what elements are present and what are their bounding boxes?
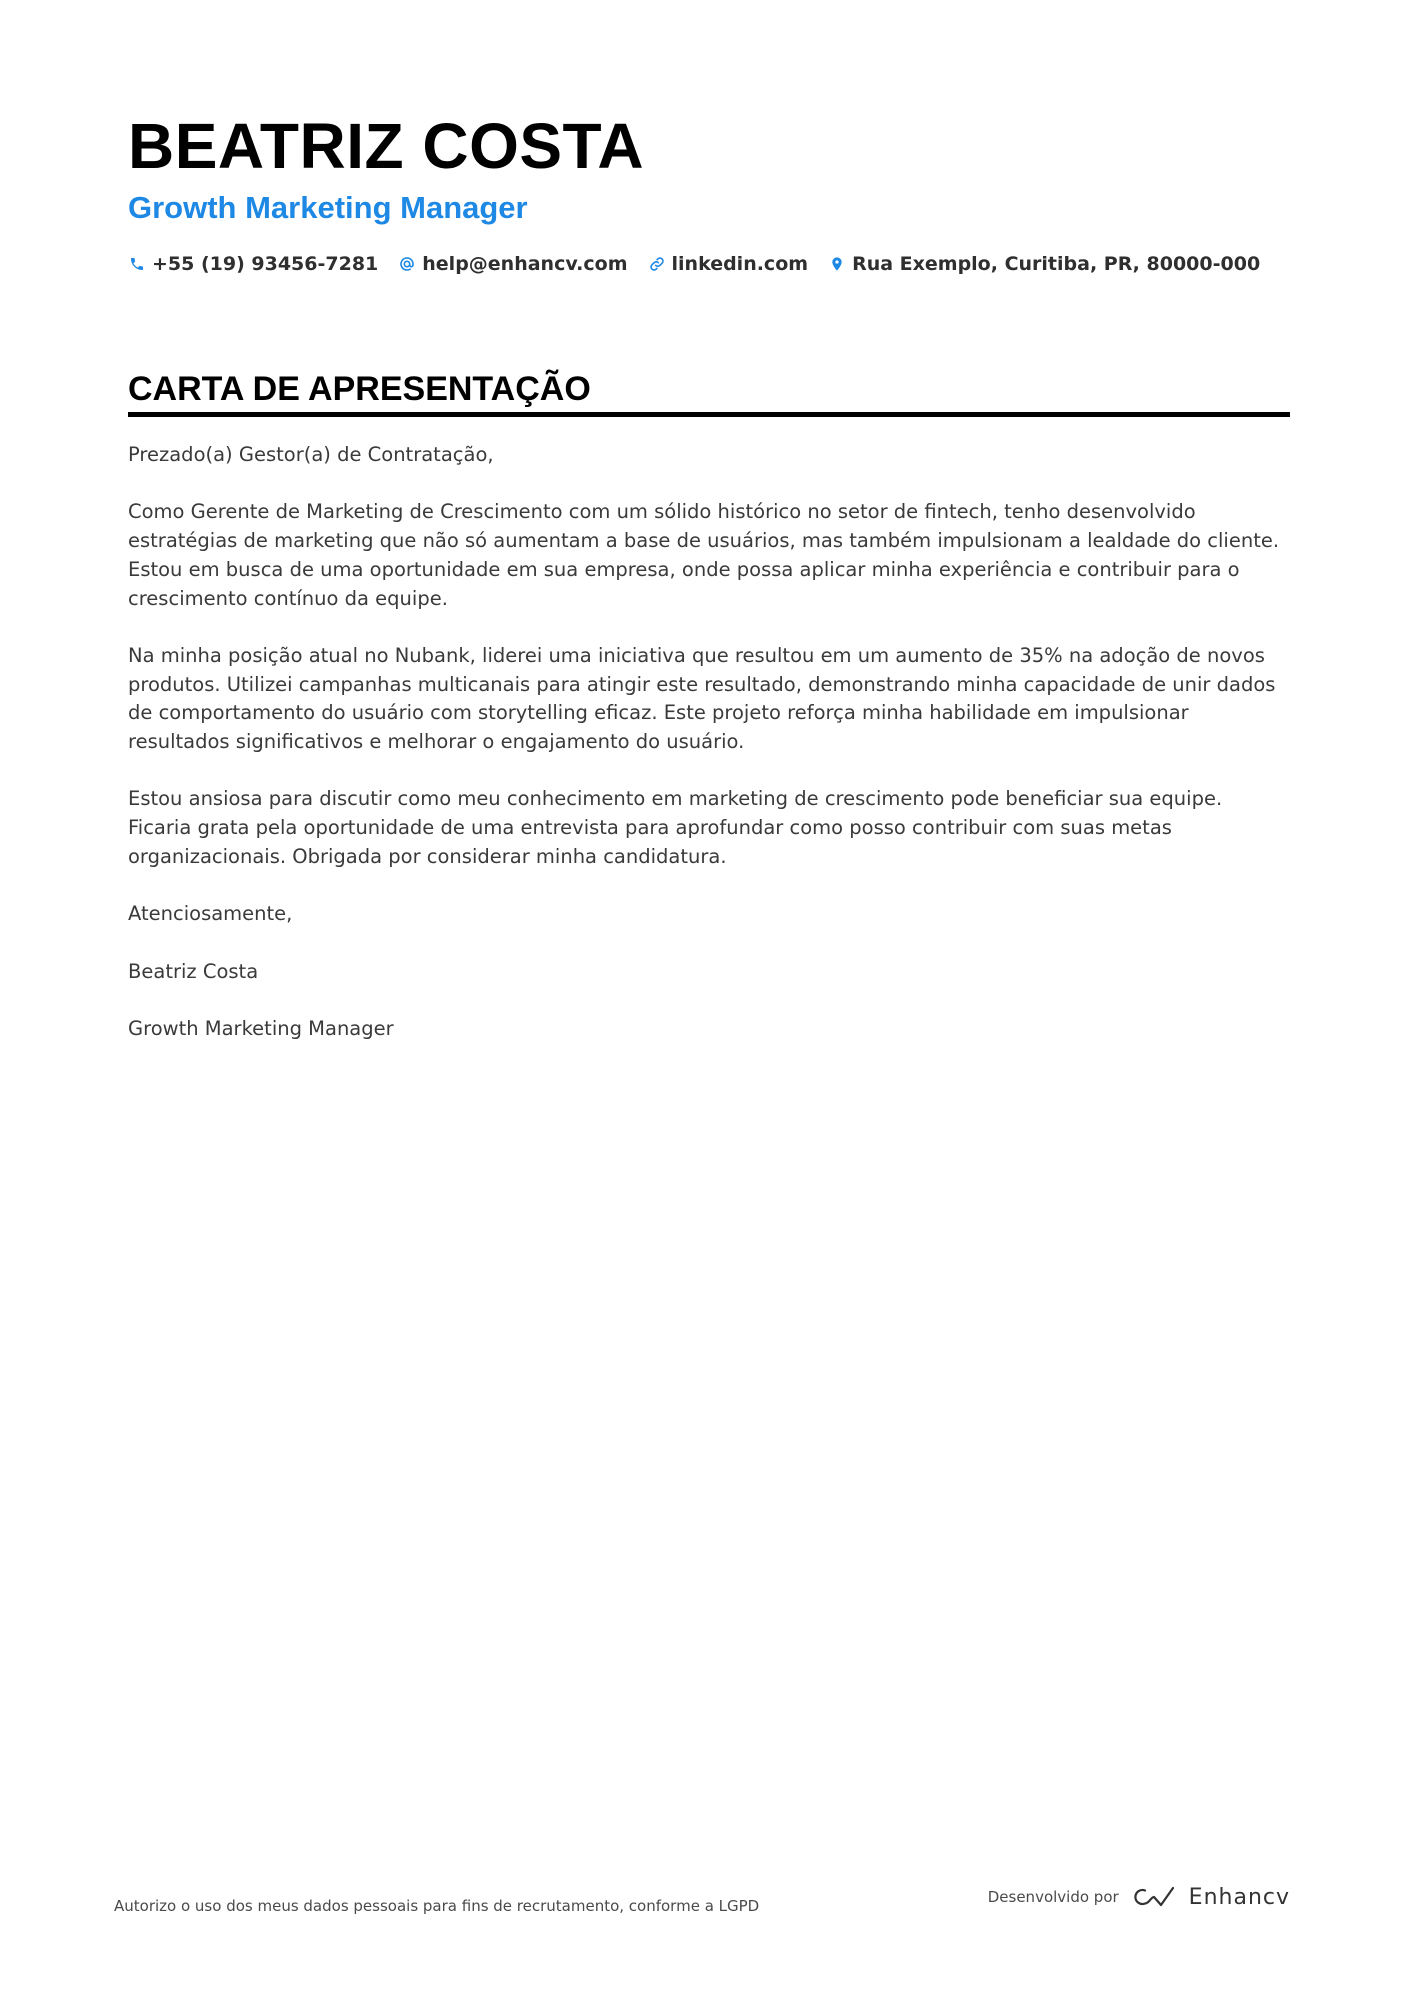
email-text: help@enhancv.com	[422, 253, 628, 275]
section-heading: CARTA DE APRESENTAÇÃO	[128, 368, 1290, 417]
signature-title: Growth Marketing Manager	[128, 1016, 394, 1040]
candidate-name: BEATRIZ COSTA	[128, 110, 645, 182]
at-icon	[398, 255, 416, 273]
link-icon	[648, 255, 666, 273]
letter-paragraph: Estou ansiosa para discutir como meu conhecimento em marketing de crescimento pode beneficiar sua equipe. Ficaria grata pela oportunidade de uma entrevista para aprofundar como posso contribuir com suas metas organizacionais. Obrigada por considerar minha candidatura.	[128, 787, 1223, 868]
contact-bar	[128, 253, 1280, 275]
powered-by[interactable]	[988, 1884, 1290, 1910]
letter-paragraph: Na minha posição atual no Nubank, liderei uma iniciativa que resultou em um aumento de 35% na adoção de novos produtos. Utilizei campanhas multicanais para atingir este resultado, demonstrando minha capacidade de unir dados de comportamento do usuário com storytelling eficaz. Este projeto reforça minha habilidade em impulsionar resultados significativos e melhorar o engajamento do usuário.	[128, 643, 1276, 753]
candidate-title: Growth Marketing Manager	[128, 190, 528, 225]
contact-address	[828, 253, 1260, 275]
phone-icon	[128, 255, 146, 273]
contact-linkedin[interactable]	[648, 253, 809, 275]
address-text: Rua Exemplo, Curitiba, PR, 80000-000	[852, 253, 1261, 275]
letter-paragraph: Como Gerente de Marketing de Crescimento com um sólido histórico no setor de fintech, tenho desenvolvido estratégias de marketing que não só aumentam a base de usuários, mas também impulsionam a lealdade do cliente. Estou em busca de uma oportunidade em sua empresa, onde possa aplicar minha experiência e contribuir para o crescimento contínuo da equipe.	[128, 500, 1280, 610]
enhancv-brand: Enhancv	[1188, 1884, 1290, 1910]
powered-by-label: Desenvolvido por	[987, 1888, 1119, 1906]
enhancv-logo-icon	[1131, 1884, 1177, 1910]
letter-body	[128, 441, 1290, 1072]
linkedin-text: linkedin.com	[671, 253, 809, 275]
phone-text: +55 (19) 93456-7281	[152, 253, 379, 275]
letter-closing: Atenciosamente,	[128, 902, 293, 926]
consent-note: Autorizo o uso dos meus dados pessoais para fins de recrutamento, conforme a LGPD	[114, 1897, 760, 1915]
location-pin-icon	[828, 255, 846, 273]
letter-greeting: Prezado(a) Gestor(a) de Contratação,	[128, 443, 494, 466]
signature-name: Beatriz Costa	[128, 959, 259, 983]
contact-email[interactable]	[398, 253, 627, 275]
contact-phone[interactable]	[128, 253, 378, 275]
